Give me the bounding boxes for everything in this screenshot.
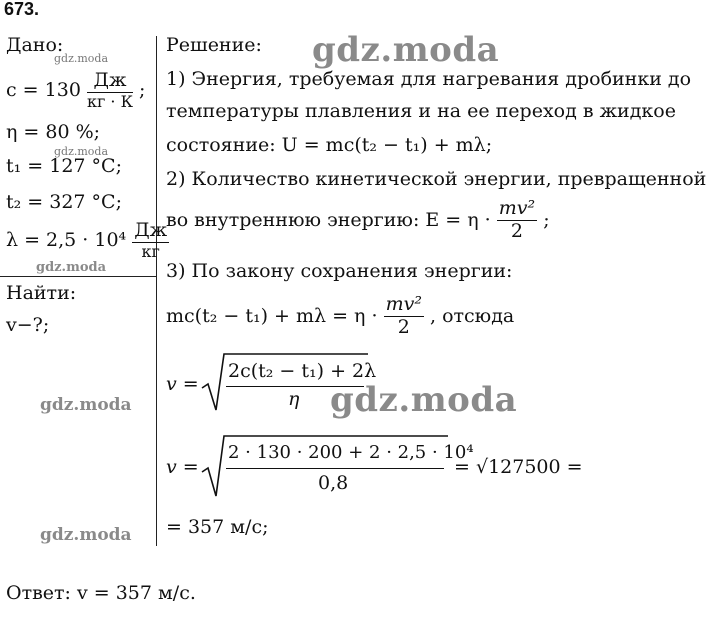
given-c	[6, 70, 145, 111]
given-c-fraction	[87, 70, 133, 111]
numeric-v-sqrt	[200, 434, 474, 498]
given-lambda-num: Дж	[134, 219, 168, 241]
step2-fraction	[497, 198, 537, 243]
numeric-v-tail: = √127500 =	[454, 456, 583, 478]
given-c-tail: ;	[139, 79, 146, 102]
step2-line1: 2) Количество кинетической энергии, превращенной	[166, 168, 706, 190]
step2-line2	[166, 198, 550, 243]
given-lambda-den: кг	[141, 241, 160, 261]
formula-v-lhs: v =	[166, 373, 199, 395]
numeric-v-lhs: v =	[166, 456, 199, 478]
find-heading: Найти:	[6, 282, 77, 304]
step1-line3: состояние: U = mc(t₂ − t₁) + mλ;	[166, 134, 493, 156]
formula-v-den: η	[288, 388, 300, 410]
vertical-divider	[156, 36, 157, 546]
watermark-small-1: gdz.moda	[54, 52, 109, 65]
given-c-den: кг · К	[86, 91, 133, 111]
formula-v-num: 2c(t₂ − t₁) + 2λ	[228, 360, 377, 382]
step2-tail: ;	[543, 208, 550, 231]
step3-den: 2	[397, 315, 410, 338]
numeric-v-bar	[226, 468, 444, 469]
numeric-v-den: 0,8	[318, 472, 349, 494]
find-unknown: v−?;	[6, 314, 50, 336]
solution-heading: Решение:	[166, 34, 262, 56]
given-lambda-lhs: λ = 2,5 · 10⁴	[6, 229, 127, 252]
step3-text: mc(t₂ − t₁) + mλ = η ·	[166, 304, 378, 327]
given-find-divider	[0, 276, 157, 277]
watermark-left-1: gdz.moda	[40, 395, 132, 415]
answer-line: Ответ: v = 357 м/с.	[6, 582, 196, 604]
problem-number: 673.	[4, 0, 40, 19]
given-t1: t₁ = 127 °C;	[6, 155, 122, 177]
given-eta: η = 80 %;	[6, 121, 101, 143]
step1-line2: температуры плавления и на ее переход в жидкое	[166, 100, 676, 122]
step3-fraction	[384, 294, 424, 339]
given-lambda	[6, 220, 169, 261]
step2-text: во внутреннюю энергию: E = η ·	[166, 208, 491, 231]
numeric-v-num: 2 · 130 · 200 + 2 · 2,5 · 10⁴	[228, 442, 474, 463]
step3-line1: 3) По закону сохранения энергии:	[166, 260, 513, 282]
step2-den: 2	[510, 219, 524, 242]
given-c-lhs: c = 130	[6, 79, 81, 102]
given-lambda-fraction	[132, 220, 169, 261]
watermark-given: gdz.moda	[36, 260, 107, 275]
step2-num: mv²	[498, 197, 536, 219]
step3-tail: , отсюда	[429, 304, 515, 327]
result-line: = 357 м/с;	[166, 516, 269, 538]
watermark-left-2: gdz.moda	[40, 525, 132, 545]
step3-num: mv²	[385, 293, 422, 315]
watermark-top: gdz.moda	[312, 30, 500, 70]
given-t2: t₂ = 327 °C;	[6, 191, 122, 213]
step1-line1: 1) Энергия, требуемая для нагревания дробинки до	[166, 68, 692, 90]
step3-line2	[166, 294, 514, 339]
given-heading: Дано:	[6, 34, 64, 56]
watermark-small-2: gdz.moda	[54, 145, 109, 158]
watermark-mid: gdz.moda	[330, 380, 518, 420]
given-c-num: Дж	[87, 70, 133, 93]
